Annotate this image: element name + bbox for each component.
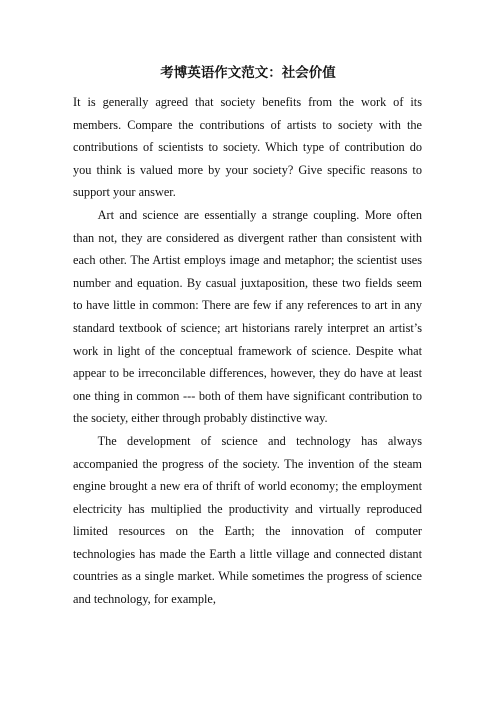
paragraph-2: The development of science and technology has always accompanied the progress of the society. The invention of the steam engine brought a new era of thrift of world economy; the employment electricity has multiplied the productivity and virtually reproduced limited resources on the Earth; the innovation of computer technologies has made the Earth a little village and connected distant countries as a single market. While sometimes the progress of science and technology, for example, <box>73 433 422 607</box>
essay-prompt: It is generally agreed that society benefits from the work of its members. Compare the contributions of artists to society with the contributions of scientists to society. Which type of contribution do you think is valued more by your society? Give specific reasons to support your answer. <box>73 95 422 200</box>
document-body <box>73 91 422 611</box>
document-title: 考博英语作文范文：社会价值 <box>160 65 336 81</box>
paragraph-1: Art and science are essentially a strange coupling. More often than not, they are considered as divergent rather than consistent with each other. The Artist employs image and metaphor; the scientist uses number and equation. By casual juxtaposition, these two fields seem to have little in common: There are few if any references to art in any standard textbook of science; art historians rarely interpret an artist’s work in light of the conceptual framework of science. Despite what appear to be irreconcilable differences, however, they do have at least one thing in common --- both of them have significant contribution to the society, either through probably distinctive way. <box>73 207 422 426</box>
